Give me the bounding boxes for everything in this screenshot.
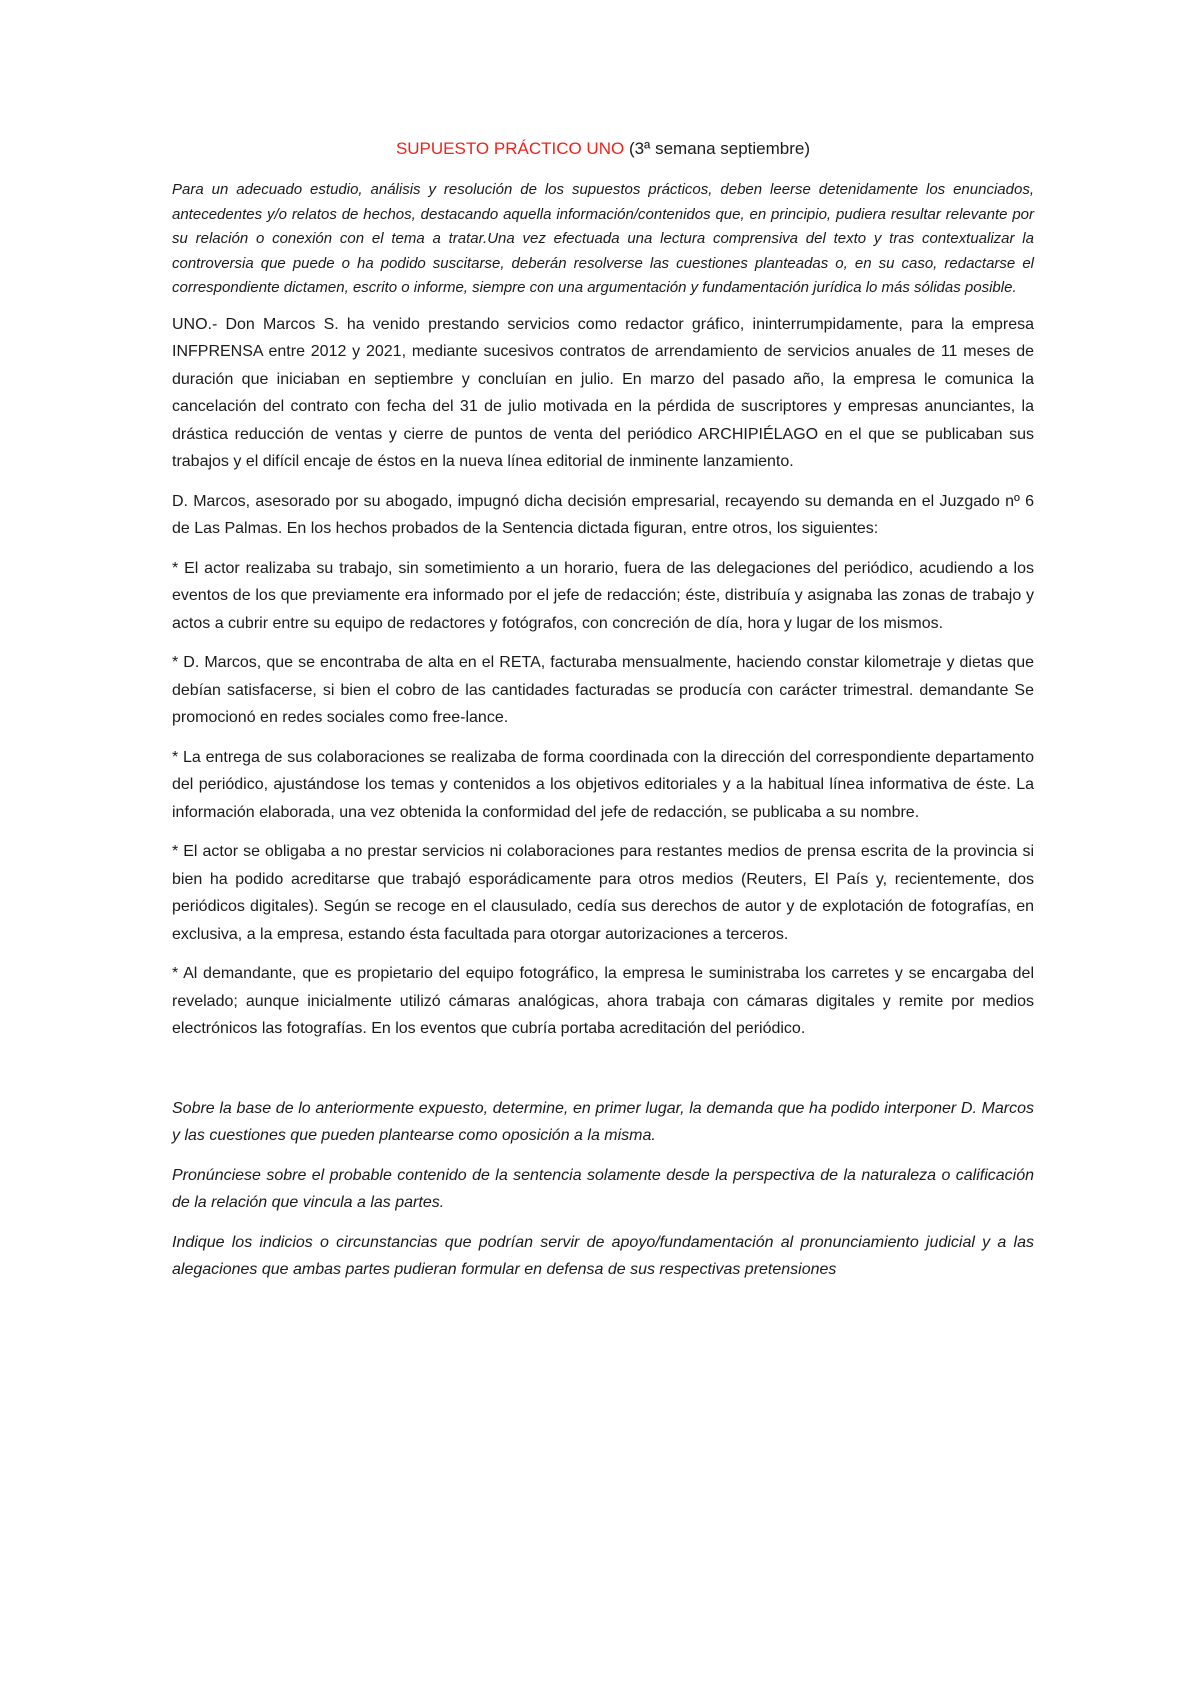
- title-case-label: SUPUESTO PRÁCTICO UNO: [395, 139, 625, 158]
- section-spacer: [172, 1055, 1034, 1095]
- question-item: Sobre la base de lo anteriormente expuesto, determine, en primer lugar, la demanda que ha podido interponer D. Marcos y las cuestiones que pueden plantearse como oposición a la misma.: [172, 1099, 1034, 1144]
- question-item: Pronúnciese sobre el probable contenido de la sentencia solamente desde la perspectiva de la naturaleza o calificación de la relación que vincula a las partes.: [172, 1166, 1034, 1211]
- proven-fact-item: * El actor realizaba su trabajo, sin sometimiento a un horario, fuera de las delegaciones del periódico, acudiendo a los eventos de los que previamente era informado por el jefe de redacción; éste, distribuía y asignaba las zonas de trabajo y actos a cubrir entre su equipo de redactores y fotógrafos, con concreción de día, hora y lugar de los mismos.: [172, 559, 1034, 632]
- proven-fact-item: * La entrega de sus colaboraciones se realizaba de forma coordinada con la dirección del correspondiente departamento del periódico, ajustándose los temas y contenidos a los objetivos editoriales y a la habitual línea informativa de éste. La información elaborada, una vez obtenida la conformidad del jefe de redacción, se publicaba a su nombre.: [172, 748, 1034, 821]
- instructions-paragraph: Para un adecuado estudio, análisis y resolución de los supuestos prácticos, deben leerse detenidamente los enunciados, antecedentes y/o relatos de hechos, destacando aquella información/contenidos que, en principio, pudiera resultar relevante por su relación o conexión con el tema a tratar.Una vez efectuada una lectura comprensiva del texto y tras contextualizar la controversia que puede o ha podido suscitarse, deberán resolverse las cuestiones planteadas o, en su caso, redactarse el correspondiente dictamen, escrito o informe, siempre con una argumentación y fundamentación jurídica lo más sólidas posible.: [172, 181, 1034, 296]
- title-week-label: (3ª semana septiembre): [624, 139, 811, 158]
- proven-fact-item: * El actor se obligaba a no prestar servicios ni colaboraciones para restantes medios de prensa escrita de la provincia si bien ha podido acreditarse que trabajó esporádicamente para otros medios (Reuters, El País y, recientemente, dos periódicos digitales). Según se recoge en el clausulado, cedía sus derechos de autor y de explotación de fotografías, en exclusiva, a la empresa, estando ésta facultada para otorgar autorizaciones a terceros.: [172, 843, 1034, 943]
- facts-paragraph: UNO.- Don Marcos S. ha venido prestando servicios como redactor gráfico, ininterrumpidamente, para la empresa INFPRENSA entre 2012 y 2021, mediante sucesivos contratos de arrendamiento de servicios anuales de 11 meses de duración que iniciaban en septiembre y concluían en julio. En marzo del pasado año, la empresa le comunica la cancelación del contrato con fecha del 31 de julio motivada en la pérdida de suscriptores y empresas anunciantes, la drástica reducción de ventas y cierre de puntos de venta del periódico ARCHIPIÉLAGO en el que se publicaban sus trabajos y el difícil encaje de éstos en la nueva línea editorial de inminente lanzamiento.: [172, 315, 1034, 470]
- proven-fact-item: * Al demandante, que es propietario del equipo fotográfico, la empresa le suministraba los carretes y se encargaba del revelado; aunque inicialmente utilizó cámaras analógicas, ahora trabaja con cámaras digitales y remite por medios electrónicos las fotografías. En los eventos que cubría portaba acreditación del periódico.: [172, 965, 1034, 1037]
- document-title: [172, 138, 1034, 160]
- lawsuit-paragraph: D. Marcos, asesorado por su abogado, impugnó dicha decisión empresarial, recayendo su demanda en el Juzgado nº 6 de Las Palmas. En los hechos probados de la Sentencia dictada figuran, entre otros, los siguientes:: [172, 492, 1034, 537]
- proven-fact-item: * D. Marcos, que se encontraba de alta en el RETA, facturaba mensualmente, haciendo constar kilometraje y dietas que debían satisfacerse, si bien el cobro de las cantidades facturadas se producía con carácter trimestral. demandante Se promocionó en redes sociales como free-lance.: [172, 654, 1034, 726]
- document-page: [172, 138, 1034, 1296]
- question-item: Indique los indicios o circunstancias que podrían servir de apoyo/fundamentación al pronunciamiento judicial y a las alegaciones que ambas partes pudieran formular en defensa de sus respectivas pretensiones: [172, 1233, 1034, 1278]
